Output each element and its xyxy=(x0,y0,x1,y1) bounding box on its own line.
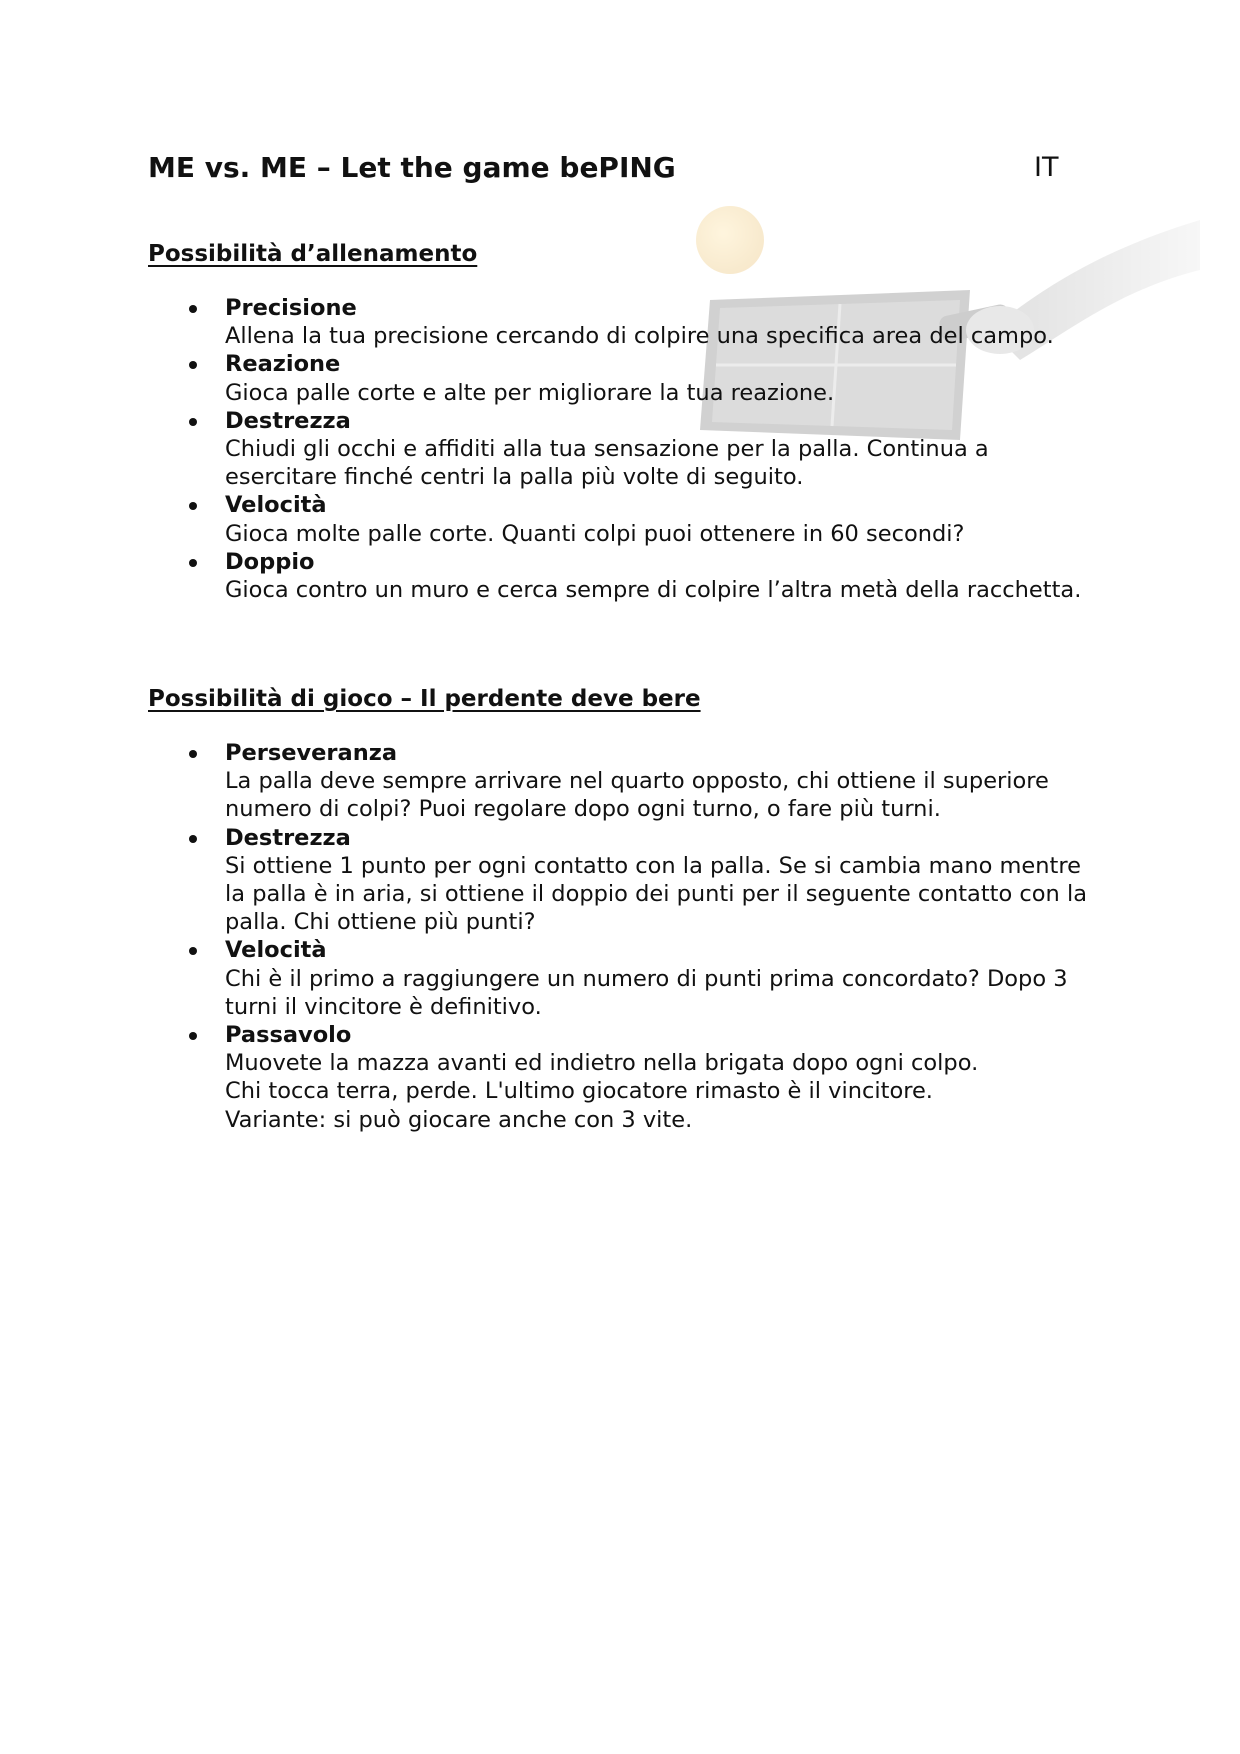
list-item xyxy=(148,739,1148,824)
list-item xyxy=(148,824,1148,937)
description-line: Chiudi gli occhi e affiditi alla tua sensazione per la palla. Continua a xyxy=(225,436,989,463)
item-title: Destrezza xyxy=(225,824,351,851)
item-description xyxy=(225,576,1148,604)
description-line: La palla deve sempre arrivare nel quarto opposto, chi ottiene il superiore xyxy=(225,768,1049,795)
item-description xyxy=(225,379,1148,407)
description-line: numero di colpi? Puoi regolare dopo ogni turno, o fare più turni. xyxy=(225,796,941,823)
bullet-icon xyxy=(189,559,197,567)
list-item xyxy=(148,350,1148,406)
section-heading-game: Possibilità di gioco – Il perdente deve bere xyxy=(148,686,701,712)
item-title: Velocità xyxy=(225,492,327,519)
item-description xyxy=(225,1049,1148,1134)
bullet-icon xyxy=(189,418,197,426)
list-item xyxy=(148,936,1148,1021)
description-line: Si ottiene 1 punto per ogni contatto con la palla. Se si cambia mano mentre xyxy=(225,852,1081,879)
description-line: turni il vincitore è definitivo. xyxy=(225,993,542,1020)
item-description xyxy=(225,435,1148,491)
description-line: Gioca molte palle corte. Quanti colpi puoi ottenere in 60 secondi? xyxy=(225,520,965,547)
item-description xyxy=(225,965,1148,1021)
section-heading-training: Possibilità d’allenamento xyxy=(148,241,478,267)
bullet-icon xyxy=(189,361,197,369)
item-title: Reazione xyxy=(225,351,341,378)
description-line: Variante: si può giocare anche con 3 vite. xyxy=(225,1106,693,1133)
description-line: Gioca contro un muro e cerca sempre di colpire l’altra metà della racchetta. xyxy=(225,577,1082,604)
bullet-icon xyxy=(189,1032,197,1040)
bullet-icon xyxy=(189,305,197,313)
list-item xyxy=(148,1021,1148,1134)
list-item xyxy=(148,548,1148,604)
item-title: Passavolo xyxy=(225,1022,352,1049)
list-item xyxy=(148,294,1148,350)
document-title: ME vs. ME – Let the game bePING xyxy=(148,151,676,184)
list-item xyxy=(148,491,1148,547)
training-list xyxy=(148,294,1148,604)
bullet-icon xyxy=(189,835,197,843)
description-line: palla. Chi ottiene più punti? xyxy=(225,909,536,936)
description-line: Chi è il primo a raggiungere un numero di punti prima concordato? Dopo 3 xyxy=(225,965,1068,992)
item-description xyxy=(225,767,1148,823)
item-description xyxy=(225,322,1148,350)
description-line: la palla è in aria, si ottiene il doppio dei punti per il seguente contatto con la xyxy=(225,881,1087,908)
bullet-icon xyxy=(189,947,197,955)
list-item xyxy=(148,407,1148,492)
bullet-icon xyxy=(189,750,197,758)
item-title: Perseveranza xyxy=(225,740,398,766)
item-description xyxy=(225,520,1148,548)
bullet-icon xyxy=(189,502,197,510)
description-line: esercitare finché centri la palla più volte di seguito. xyxy=(225,464,804,491)
game-list xyxy=(148,739,1148,1134)
description-line: Allena la tua precisione cercando di colpire una specifica area del campo. xyxy=(225,323,1054,350)
item-title: Destrezza xyxy=(225,407,351,434)
description-line: Muovete la mazza avanti ed indietro nella brigata dopo ogni colpo. xyxy=(225,1050,979,1077)
item-title: Velocità xyxy=(225,937,327,964)
description-line: Chi tocca terra, perde. L'ultimo giocatore rimasto è il vincitore. xyxy=(225,1078,933,1105)
item-title: Precisione xyxy=(225,295,357,321)
item-title: Doppio xyxy=(225,548,315,575)
description-line: Gioca palle corte e alte per migliorare la tua reazione. xyxy=(225,379,835,406)
language-code: IT xyxy=(1034,152,1059,183)
item-description xyxy=(225,852,1148,937)
